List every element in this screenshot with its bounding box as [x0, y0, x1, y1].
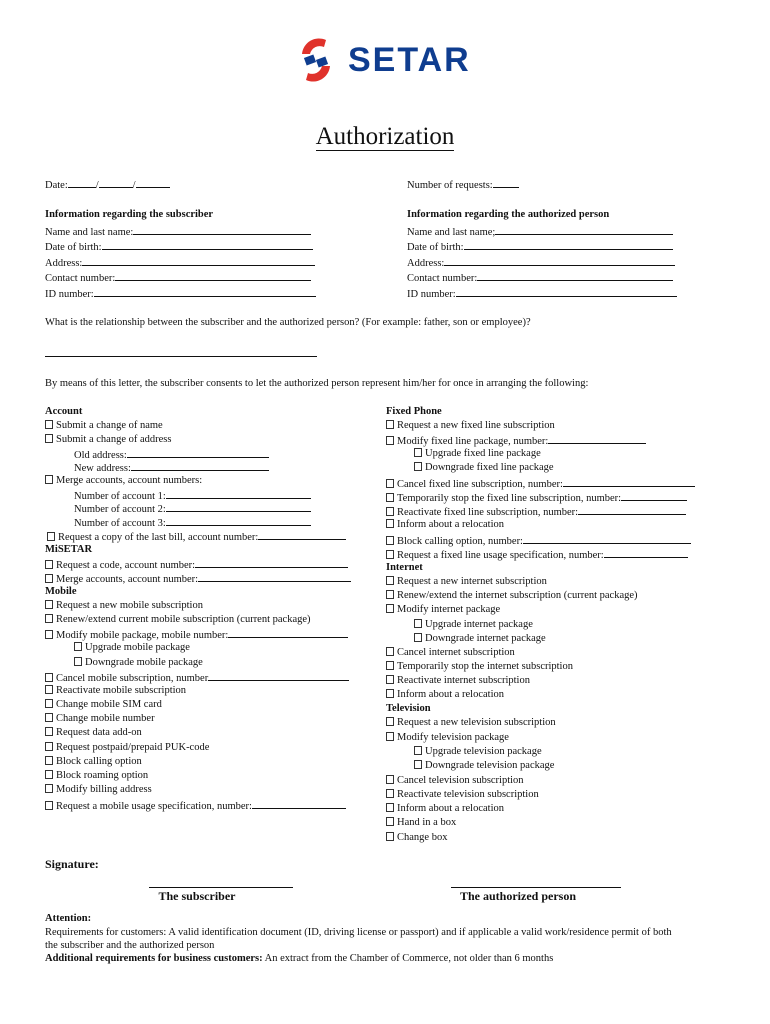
subscriber-id-field[interactable]: ID number: — [45, 286, 316, 301]
checkbox-downgrade-tv[interactable]: Downgrade television package — [414, 759, 554, 772]
attention-label: Attention: — [45, 913, 92, 924]
number-of-requests-field[interactable]: Number of requests: — [407, 177, 519, 192]
checkbox-change-name[interactable]: Submit a change of name — [45, 419, 163, 432]
checkbox-icon[interactable] — [45, 673, 53, 682]
checkbox-relocation-internet[interactable]: Inform about a relocation — [386, 688, 504, 701]
checkbox-icon[interactable] — [74, 642, 82, 651]
checkbox-icon[interactable] — [74, 657, 82, 666]
date-field[interactable]: Date: / / — [45, 177, 170, 192]
checkbox-renew-internet[interactable]: Renew/extend the internet subscription (current package) — [386, 589, 638, 602]
checkbox-block-roaming[interactable]: Block roaming option — [45, 769, 148, 782]
account-2-field[interactable]: Number of account 2: — [74, 501, 311, 516]
checkbox-icon[interactable] — [386, 436, 394, 445]
relationship-answer-line[interactable] — [45, 356, 317, 357]
checkbox-icon[interactable] — [386, 420, 394, 429]
authorized-heading: Information regarding the authorized person — [407, 209, 610, 220]
checkbox-icon[interactable] — [45, 420, 53, 429]
checkbox-icon[interactable] — [386, 604, 394, 613]
checkbox-reactivate-internet[interactable]: Reactivate internet subscription — [386, 674, 530, 687]
checkbox-downgrade-internet[interactable]: Downgrade internet package — [414, 632, 546, 645]
checkbox-modify-fixed[interactable]: Modify fixed line package, number: — [386, 433, 646, 448]
checkbox-copy-bill[interactable]: Request a copy of the last bill, account number: — [47, 529, 346, 544]
new-address-field[interactable]: New address: — [74, 460, 269, 475]
page-title: Authorization — [315, 123, 455, 150]
business-requirements: Additional requirements for business customers: An extract from the Chamber of Commerce, not older than 6 months — [45, 953, 554, 964]
checkbox-change-box[interactable]: Change box — [386, 831, 447, 844]
checkbox-new-mobile[interactable]: Request a new mobile subscription — [45, 599, 203, 612]
checkbox-icon[interactable] — [45, 614, 53, 623]
checkbox-icon[interactable] — [386, 817, 394, 826]
checkbox-hand-in-box[interactable]: Hand in a box — [386, 816, 456, 829]
checkbox-upgrade-fixed[interactable]: Upgrade fixed line package — [414, 447, 541, 460]
checkbox-relocation-tv[interactable]: Inform about a relocation — [386, 802, 504, 815]
checkbox-icon[interactable] — [386, 519, 394, 528]
checkbox-block-fixed[interactable]: Block calling option, number: — [386, 533, 691, 548]
checkbox-downgrade-fixed[interactable]: Downgrade fixed line package — [414, 461, 554, 474]
checkbox-usage-fixed[interactable]: Request a fixed line usage specification, number: — [386, 547, 688, 562]
checkbox-icon[interactable] — [386, 550, 394, 559]
subscriber-contact-field[interactable]: Contact number: — [45, 270, 311, 285]
checkbox-icon[interactable] — [386, 717, 394, 726]
checkbox-modify-tv[interactable]: Modify television package — [386, 731, 509, 744]
mobile-heading: Mobile — [45, 586, 77, 597]
checkbox-change-number[interactable]: Change mobile number — [45, 712, 155, 725]
checkbox-icon[interactable] — [45, 685, 53, 694]
checkbox-icon[interactable] — [386, 775, 394, 784]
checkbox-icon[interactable] — [414, 746, 422, 755]
checkbox-relocation-fixed[interactable]: Inform about a relocation — [386, 518, 504, 531]
checkbox-cancel-fixed[interactable]: Cancel fixed line subscription, number: — [386, 476, 695, 491]
checkbox-downgrade-mobile[interactable]: Downgrade mobile package — [74, 656, 203, 669]
checkbox-renew-mobile[interactable]: Renew/extend current mobile subscription (current package) — [45, 613, 311, 626]
checkbox-cancel-internet[interactable]: Cancel internet subscription — [386, 646, 515, 659]
subscriber-signature-line[interactable] — [149, 887, 293, 888]
subscriber-signature-caption: The subscriber — [158, 889, 236, 903]
checkbox-modify-mobile[interactable]: Modify mobile package, mobile number: — [45, 627, 348, 642]
setar-logo-mark-icon — [296, 34, 336, 86]
internet-heading: Internet — [386, 562, 423, 573]
checkbox-request-code[interactable]: Request a code, account number: — [45, 557, 348, 572]
checkbox-misetar-merge[interactable]: Merge accounts, account number: — [45, 571, 351, 586]
checkbox-icon[interactable] — [386, 732, 394, 741]
checkbox-icon[interactable] — [45, 434, 53, 443]
authorized-address-field[interactable]: Address: — [407, 255, 675, 270]
authorized-contact-field[interactable]: Contact number: — [407, 270, 673, 285]
checkbox-puk[interactable]: Request postpaid/prepaid PUK-code — [45, 741, 209, 754]
checkbox-change-sim[interactable]: Change mobile SIM card — [45, 698, 162, 711]
setar-logo — [296, 34, 472, 86]
checkbox-icon[interactable] — [414, 448, 422, 457]
authorized-signature-line[interactable] — [451, 887, 621, 888]
authorized-id-field[interactable]: ID number: — [407, 286, 677, 301]
checkbox-mobile-usage[interactable]: Request a mobile usage specification, number: — [45, 798, 346, 813]
misetar-heading: MiSETAR — [45, 544, 93, 555]
checkbox-icon[interactable] — [45, 560, 53, 569]
checkbox-new-internet[interactable]: Request a new internet subscription — [386, 575, 547, 588]
checkbox-new-fixed[interactable]: Request a new fixed line subscription — [386, 419, 555, 432]
checkbox-reactivate-mobile[interactable]: Reactivate mobile subscription — [45, 684, 186, 697]
checkbox-cancel-mobile[interactable]: Cancel mobile subscription, number — [45, 670, 349, 685]
checkbox-icon[interactable] — [414, 633, 422, 642]
requirements-line-2: the subscriber and the authorized person — [45, 940, 215, 951]
checkbox-reactivate-fixed[interactable]: Reactivate fixed line subscription, number: — [386, 504, 686, 519]
checkbox-icon[interactable] — [414, 462, 422, 471]
checkbox-reactivate-tv[interactable]: Reactivate television subscription — [386, 788, 539, 801]
checkbox-modify-internet[interactable]: Modify internet package — [386, 603, 500, 616]
checkbox-icon[interactable] — [45, 713, 53, 722]
checkbox-icon[interactable] — [45, 699, 53, 708]
consent-text: By means of this letter, the subscriber consents to let the authorized person represent him/her for once in arranging the following: — [45, 378, 589, 389]
checkbox-icon[interactable] — [45, 770, 53, 779]
checkbox-icon[interactable] — [386, 661, 394, 670]
account-3-field[interactable]: Number of account 3: — [74, 515, 311, 530]
subscriber-name-field[interactable]: Name and last name: — [45, 224, 311, 239]
checkbox-upgrade-tv[interactable]: Upgrade television package — [414, 745, 542, 758]
setar-logo-text: SETAR — [348, 41, 471, 79]
checkbox-upgrade-internet[interactable]: Upgrade internet package — [414, 618, 533, 631]
checkbox-change-address[interactable]: Submit a change of address — [45, 433, 171, 446]
account-heading: Account — [45, 406, 83, 417]
checkbox-icon[interactable] — [386, 536, 394, 545]
subscriber-heading: Information regarding the subscriber — [45, 209, 214, 220]
checkbox-icon[interactable] — [386, 832, 394, 841]
checkbox-icon[interactable] — [45, 742, 53, 751]
checkbox-new-tv[interactable]: Request a new television subscription — [386, 716, 556, 729]
checkbox-upgrade-mobile[interactable]: Upgrade mobile package — [74, 641, 190, 654]
old-address-field[interactable]: Old address: — [74, 447, 269, 462]
authorized-dob-field[interactable]: Date of birth: — [407, 239, 673, 254]
checkbox-icon[interactable] — [414, 760, 422, 769]
checkbox-cancel-tv[interactable]: Cancel television subscription — [386, 774, 524, 787]
checkbox-icon[interactable] — [386, 576, 394, 585]
checkbox-icon[interactable] — [45, 756, 53, 765]
account-1-field[interactable]: Number of account 1: — [74, 488, 311, 503]
checkbox-icon[interactable] — [386, 647, 394, 656]
checkbox-icon[interactable] — [45, 600, 53, 609]
television-heading: Television — [386, 703, 431, 714]
requirements-line-1: Requirements for customers: A valid identification document (ID, driving license or passport) and if applicable a valid work/residence permit of both — [45, 927, 672, 938]
checkbox-icon[interactable] — [45, 630, 53, 639]
checkbox-icon[interactable] — [45, 784, 53, 793]
authorized-signature-caption: The authorized person — [459, 889, 576, 903]
checkbox-icon[interactable] — [386, 493, 394, 502]
checkbox-icon[interactable] — [47, 532, 55, 541]
checkbox-block-calling[interactable]: Block calling option — [45, 755, 142, 768]
checkbox-icon[interactable] — [45, 475, 53, 484]
checkbox-icon[interactable] — [386, 675, 394, 684]
checkbox-modify-billing[interactable]: Modify billing address — [45, 783, 152, 796]
signature-label: Signature: — [45, 857, 99, 871]
checkbox-icon[interactable] — [386, 803, 394, 812]
checkbox-merge-accounts[interactable]: Merge accounts, account numbers: — [45, 474, 202, 487]
checkbox-icon[interactable] — [386, 479, 394, 488]
checkbox-icon[interactable] — [45, 574, 53, 583]
checkbox-icon[interactable] — [386, 789, 394, 798]
checkbox-icon[interactable] — [386, 507, 394, 516]
checkbox-icon[interactable] — [45, 727, 53, 736]
checkbox-data-addon[interactable]: Request data add-on — [45, 726, 142, 739]
checkbox-icon[interactable] — [414, 619, 422, 628]
checkbox-icon[interactable] — [386, 590, 394, 599]
checkbox-icon[interactable] — [386, 689, 394, 698]
relationship-question: What is the relationship between the subscriber and the authorized person? (For example: father, son or employee)? — [45, 317, 531, 328]
subscriber-address-field[interactable]: Address: — [45, 255, 315, 270]
checkbox-icon[interactable] — [45, 801, 53, 810]
subscriber-dob-field[interactable]: Date of birth: — [45, 239, 313, 254]
authorized-name-field[interactable]: Name and last name; — [407, 224, 673, 239]
fixed-phone-heading: Fixed Phone — [386, 406, 442, 417]
checkbox-stop-fixed[interactable]: Temporarily stop the fixed line subscription, number: — [386, 490, 687, 505]
checkbox-stop-internet[interactable]: Temporarily stop the internet subscription — [386, 660, 573, 673]
